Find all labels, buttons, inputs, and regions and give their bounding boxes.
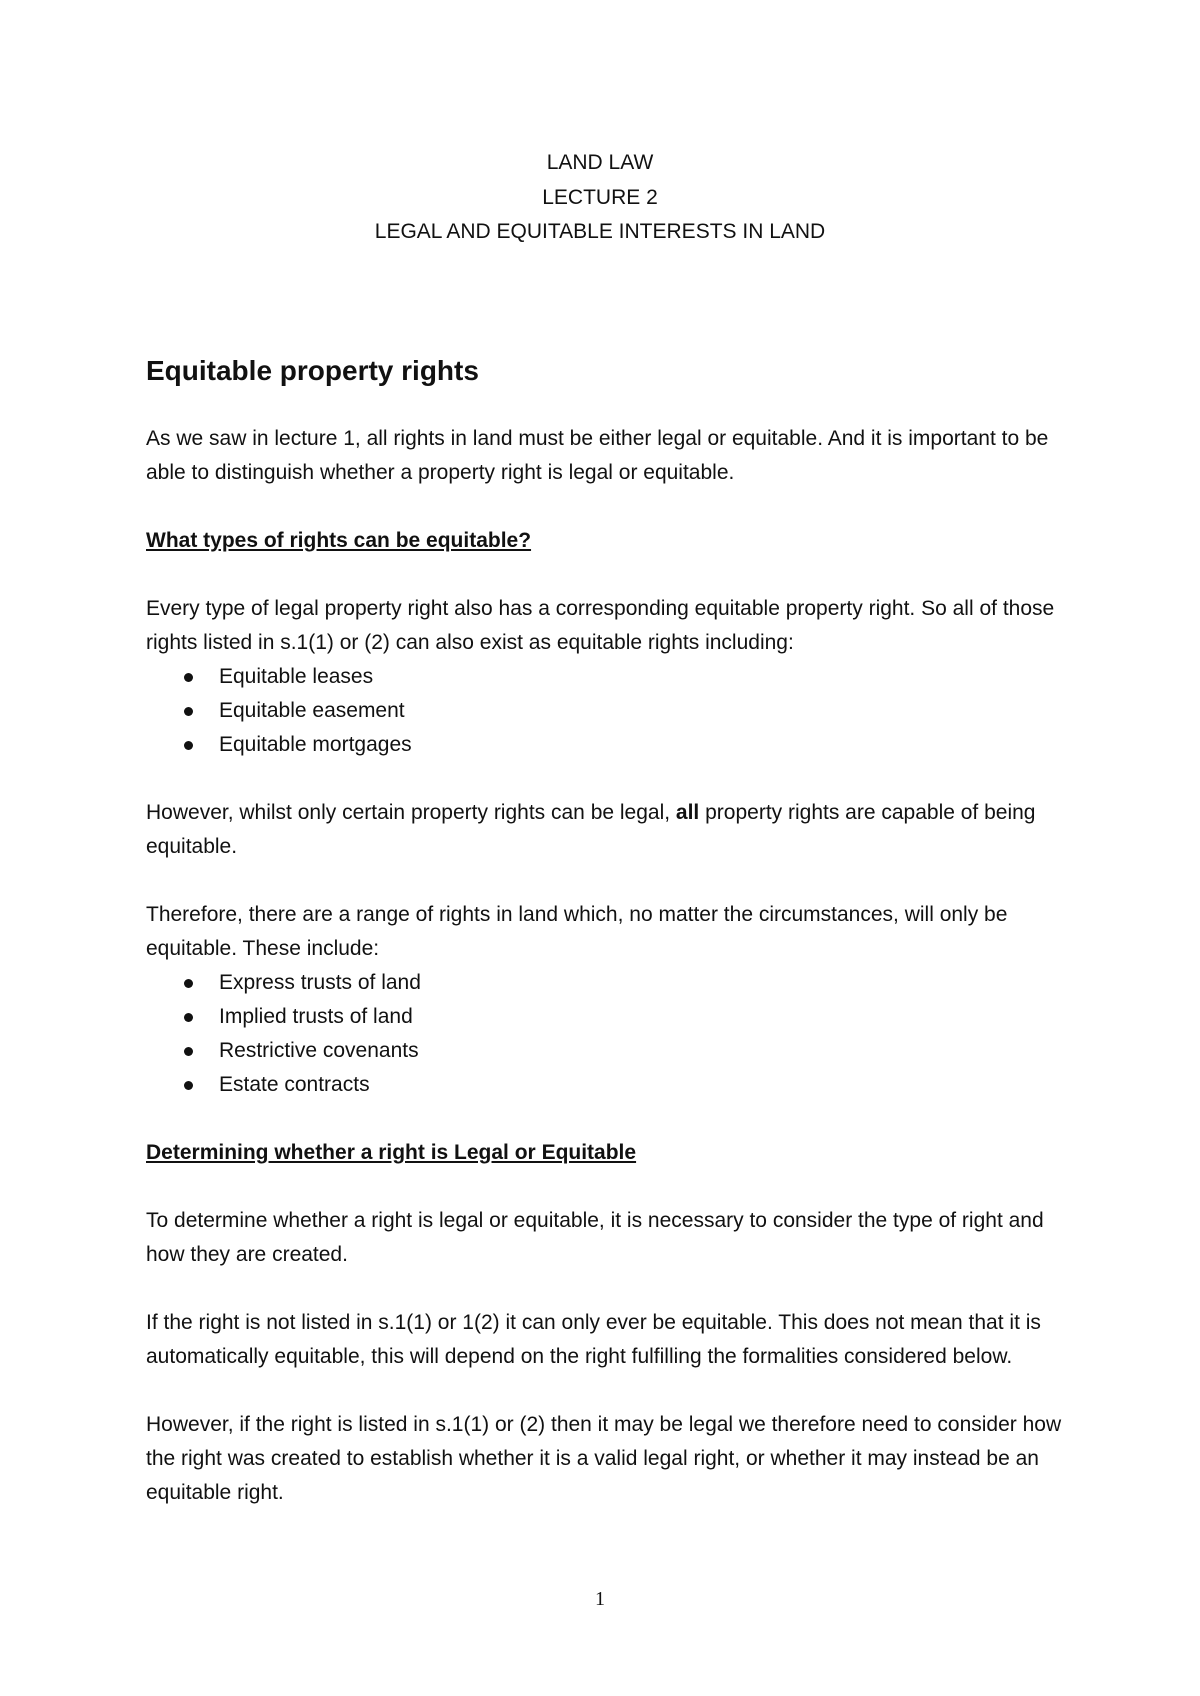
paragraph-corresponding-rights: Every type of legal property right also has a corresponding equitable property right. So all of those rights listed in s.1(1) or (2) can also exist as equitable rights including: [146, 597, 1055, 654]
page-number: 1 [595, 1588, 605, 1610]
bullet-icon [184, 1081, 193, 1090]
bullet-icon [184, 1013, 193, 1022]
section-heading: Equitable property rights [146, 355, 479, 386]
list-item: Equitable leases [146, 660, 1066, 694]
document-header [0, 146, 1200, 250]
list-item: Equitable mortgages [146, 728, 1066, 762]
bullet-icon [184, 1047, 193, 1056]
bullet-icon [184, 673, 193, 682]
list-item: Estate contracts [146, 1068, 1066, 1102]
lecture-number: LECTURE 2 [542, 185, 658, 209]
subheading-equitable-types: What types of rights can be equitable? [146, 529, 532, 552]
list-item: Equitable easement [146, 694, 1066, 728]
course-title: LAND LAW [546, 151, 654, 174]
paragraph-only-equitable: Therefore, there are a range of rights in land which, no matter the circumstances, will only be equitable. These include: [146, 903, 1008, 960]
paragraph-not-listed: If the right is not listed in s.1(1) or 1(2) it can only ever be equitable. This does not mean that it is automatically equitable, this will depend on the right fulfilling the formalities considered below. [146, 1311, 1041, 1368]
bullet-icon [184, 979, 193, 988]
list-item: Restrictive covenants [146, 1034, 1066, 1068]
paragraph-all-rights: However, whilst only certain property rights can be legal, all property rights are capable of being equitable. [146, 801, 1036, 858]
list-item: Implied trusts of land [146, 1000, 1066, 1034]
lecture-title: LEGAL AND EQUITABLE INTERESTS IN LAND [374, 220, 826, 243]
only-equitable-list [146, 966, 1066, 1102]
subheading-determining: Determining whether a right is Legal or Equitable [146, 1141, 637, 1164]
paragraph-determine: To determine whether a right is legal or equitable, it is necessary to consider the type of right and how they are created. [146, 1209, 1044, 1266]
equitable-rights-list [146, 660, 1066, 762]
paragraph-listed: However, if the right is listed in s.1(1) or (2) then it may be legal we therefore need to consider how the right was created to establish whether it is a valid legal right, or whether it may instead be an equitable right. [146, 1413, 1062, 1504]
emphasis-all: all [675, 801, 700, 824]
bullet-icon [184, 741, 193, 750]
list-item: Express trusts of land [146, 966, 1066, 1000]
document-body [146, 351, 1066, 1544]
bullet-icon [184, 707, 193, 716]
intro-paragraph: As we saw in lecture 1, all rights in land must be either legal or equitable. And it is important to be able to distinguish whether a property right is legal or equitable. [146, 427, 1049, 484]
